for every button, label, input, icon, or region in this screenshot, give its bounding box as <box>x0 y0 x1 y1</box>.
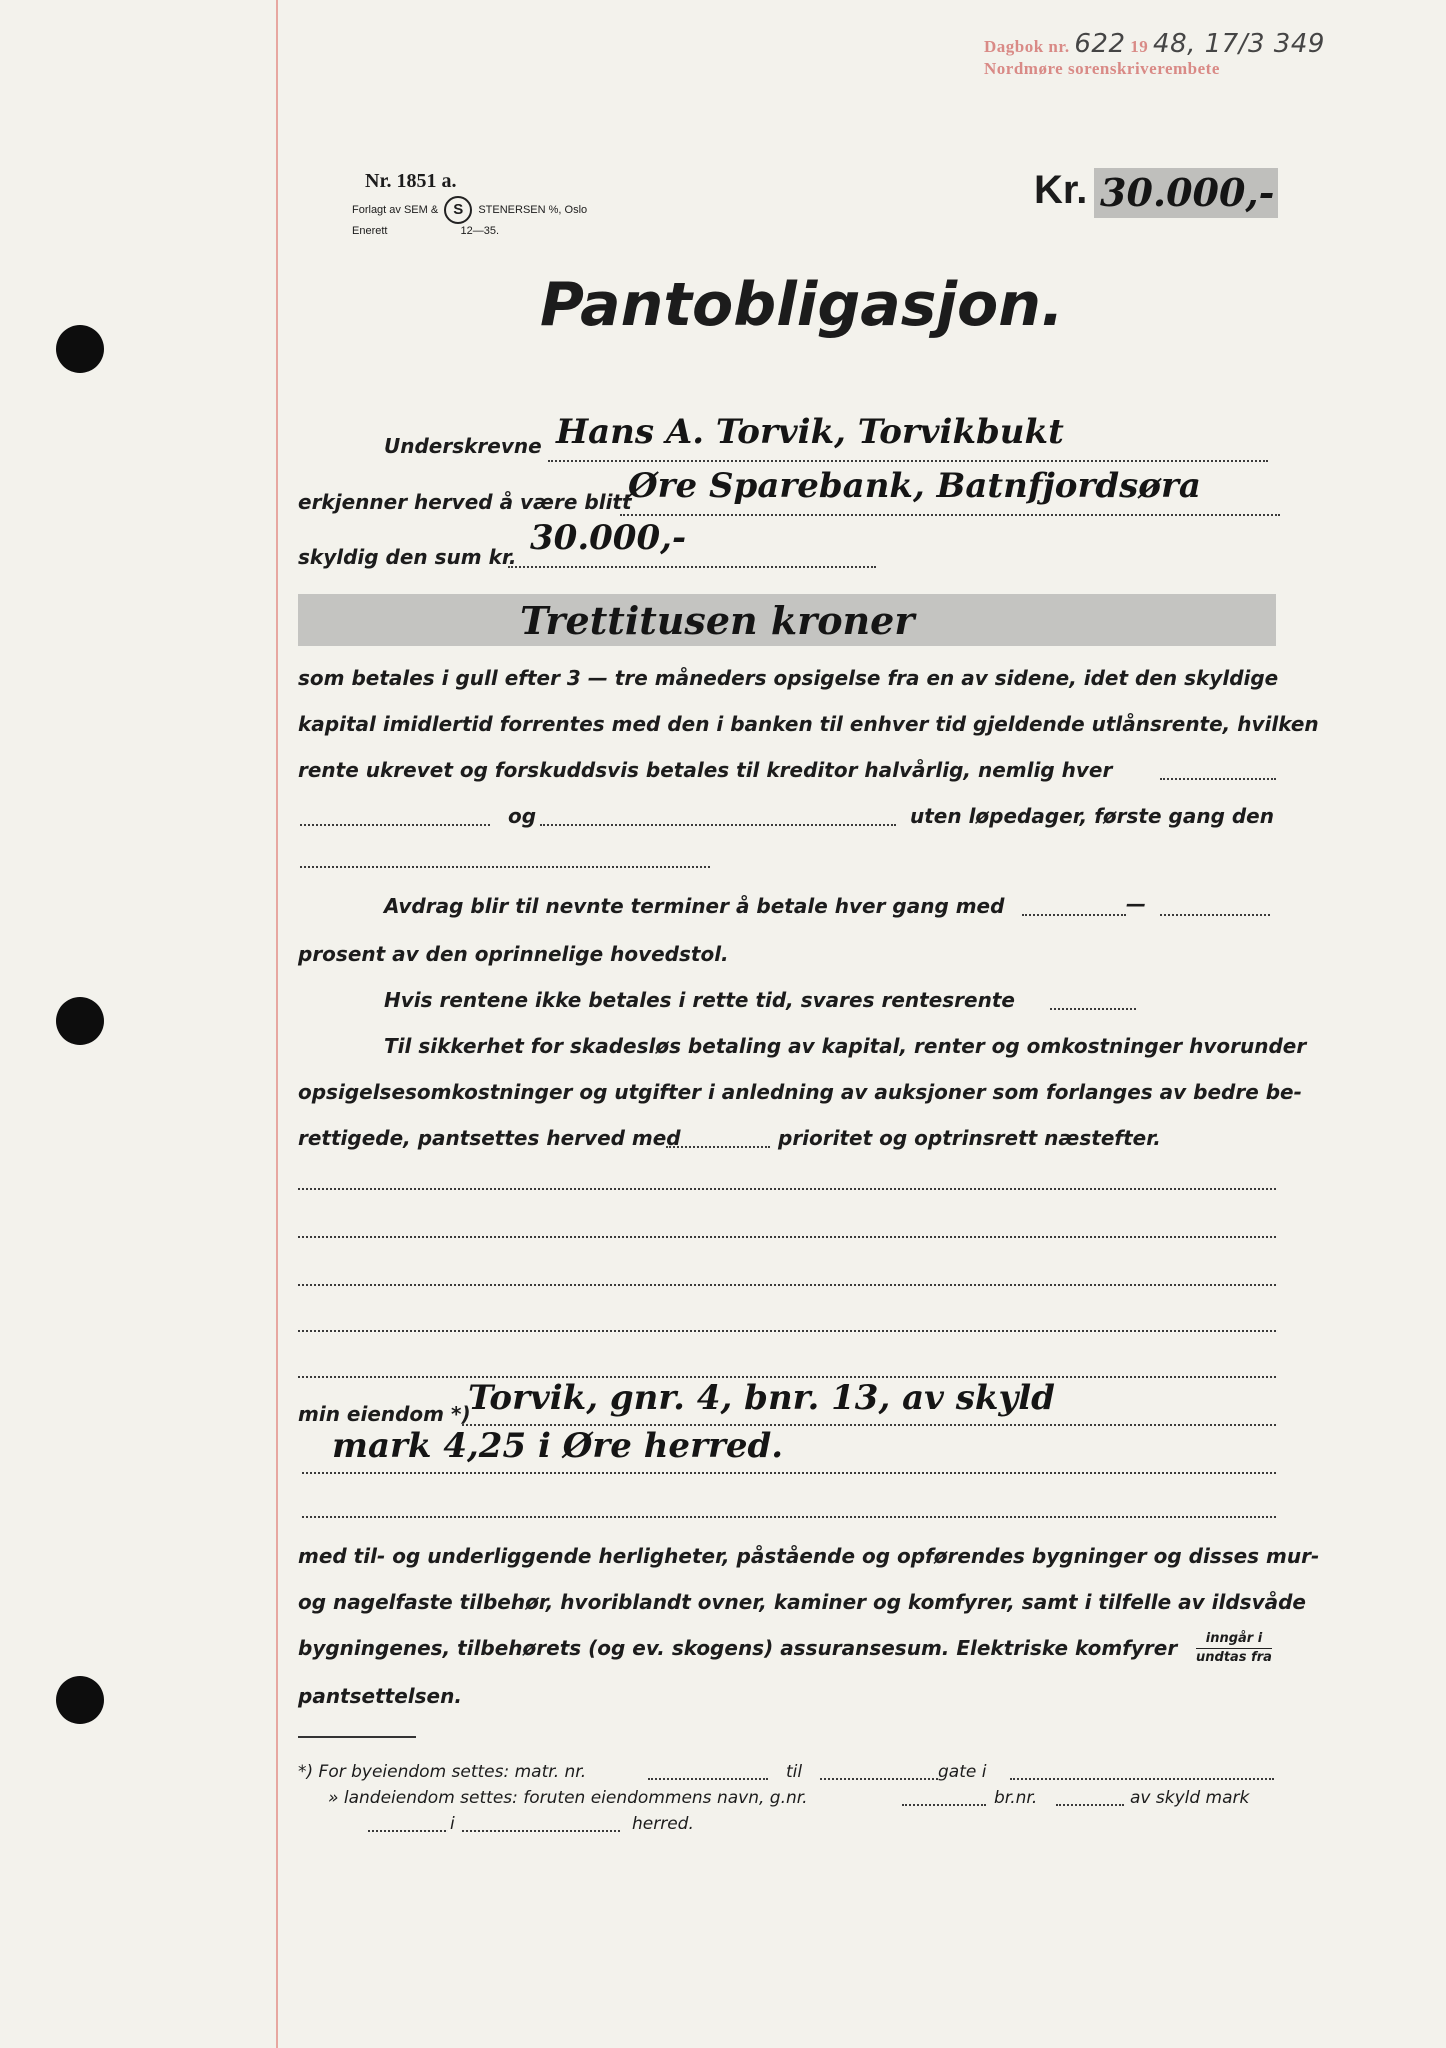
body-line: opsigelsesomkostninger og utgifter i anledning av auksjoner som forlanges av bedre be- <box>298 1080 1302 1104</box>
body-line-end: uten løpedager, første gang den <box>910 804 1274 828</box>
blank-line <box>298 1330 1276 1332</box>
footnote-text: gate i <box>938 1762 987 1782</box>
body-line: med til- og underliggende herligheter, påstående og opførendes bygninger og disses mur- <box>298 1544 1320 1568</box>
publisher-date: 12—35. <box>460 225 500 237</box>
property-label: min eiendom *) <box>298 1402 471 1426</box>
punch-hole <box>56 325 104 373</box>
amount-value: 30.000,- <box>1100 170 1275 215</box>
blank-line <box>1050 1008 1136 1010</box>
publisher-line-2: Enerett <box>352 225 388 237</box>
body-line: pantsettelsen. <box>298 1684 462 1708</box>
creditor-value: Øre Sparebank, Batnfjordsøra <box>628 466 1201 506</box>
blank-line <box>298 1188 1276 1190</box>
publisher-imprint <box>352 196 587 238</box>
publisher-logo: S <box>444 196 472 224</box>
body-line: rente ukrevet og forskuddsvis betales til kreditor halvårlig, nemlig hver <box>298 758 1113 782</box>
registry-stamp <box>984 29 1325 79</box>
footnote-blank <box>368 1830 446 1832</box>
footnote-text: » landeiendom settes: foruten eiendommens navn, g.nr. <box>328 1788 808 1808</box>
document-title: Pantobligasjon. <box>540 270 1064 340</box>
stamp-year-folio: 48, 17/3 349 <box>1153 29 1325 59</box>
body-og: og <box>508 804 537 828</box>
inngar-option: inngår i <box>1196 1630 1272 1649</box>
punch-hole <box>56 1676 104 1724</box>
body-line: prosent av den oprinnelige hovedstol. <box>298 942 729 966</box>
stamp-year-prefix: 19 <box>1130 37 1149 56</box>
sum-in-words: Trettitusen kroner <box>520 598 915 643</box>
blank-line <box>1160 914 1270 916</box>
punch-hole <box>56 997 104 1045</box>
owing-label: skyldig den sum kr. <box>298 545 517 569</box>
footnote-text: herred. <box>632 1814 694 1834</box>
form-number: Nr. 1851 a. <box>365 170 457 192</box>
stamp-dagbok-number: 622 <box>1074 29 1126 59</box>
blank-line <box>300 866 710 868</box>
footnote-text: av skyld mark <box>1130 1788 1250 1808</box>
body-dash: — <box>1126 892 1146 916</box>
stamp-office: Nordmøre sorenskriverembete <box>984 59 1220 78</box>
undersigned-field-line <box>548 460 1268 462</box>
blank-line <box>540 824 896 826</box>
blank-line <box>300 824 490 826</box>
publisher-line-1b: STENERSEN %, Oslo <box>478 203 588 216</box>
footnote-text: i <box>450 1814 455 1834</box>
footnote-text: *) For byeiendom settes: matr. nr. <box>298 1762 587 1782</box>
creditor-field-line <box>620 514 1280 516</box>
amount-kr-label: Kr. <box>1034 168 1088 212</box>
body-line: Hvis rentene ikke betales i rette tid, svares rentesrente <box>384 988 1015 1012</box>
body-line: og nagelfaste tilbehør, hvoriblandt ovner, kaminer og komfyrer, samt i tilfelle av ildsvåde <box>298 1590 1306 1614</box>
blank-line <box>1022 914 1126 916</box>
stamp-dagbok-label: Dagbok nr. <box>984 37 1070 56</box>
body-line: kapital imidlertid forrentes med den i banken til enhver tid gjeldende utlånsrente, hvilken <box>298 712 1319 736</box>
blank-line <box>666 1146 770 1148</box>
footnote-blank <box>648 1778 768 1780</box>
undtas-option: undtas fra <box>1196 1650 1272 1665</box>
property-value-2: mark 4,25 i Øre herred. <box>332 1426 784 1466</box>
sum-field-line <box>508 566 876 568</box>
blank-line <box>298 1236 1276 1238</box>
footnote-blank <box>902 1804 986 1806</box>
red-margin-rule <box>276 0 278 2048</box>
blank-line <box>1160 778 1276 780</box>
body-line: prioritet og optrinsrett næstefter. <box>778 1126 1161 1150</box>
blank-line <box>302 1516 1276 1518</box>
publisher-line-1: Forlagt av SEM & <box>352 203 439 216</box>
footnote-blank <box>820 1778 938 1780</box>
footnote-text: til <box>786 1762 803 1782</box>
inngar-undtas-choice <box>1196 1630 1272 1667</box>
footnote-blank <box>1056 1804 1124 1806</box>
footnote-text: br.nr. <box>994 1788 1038 1808</box>
undersigned-value: Hans A. Torvik, Torvikbukt <box>556 412 1064 452</box>
body-line: Avdrag blir til nevnte terminer å betale hver gang med <box>384 894 1005 918</box>
sum-value: 30.000,- <box>530 518 687 558</box>
footnote-blank <box>462 1830 620 1832</box>
property-field-line <box>302 1472 1276 1474</box>
property-value-1: Torvik, gnr. 4, bnr. 13, av skyld <box>468 1378 1055 1418</box>
body-line: rettigede, pantsettes herved med <box>298 1126 681 1150</box>
footnote-blank <box>1010 1778 1274 1780</box>
body-line: bygningenes, tilbehørets (og ev. skogens) assuransesum. Elektriske komfyrer <box>298 1636 1178 1660</box>
blank-line <box>298 1284 1276 1286</box>
body-line: Til sikkerhet for skadesløs betaling av kapital, renter og omkostninger hvorunder <box>384 1034 1307 1058</box>
undersigned-label: Underskrevne <box>384 434 542 458</box>
body-line: som betales i gull efter 3 — tre måneders opsigelse fra en av sidene, idet den skyldige <box>298 666 1279 690</box>
acknowledge-label: erkjenner herved å være blitt <box>298 490 632 514</box>
footnote-rule <box>298 1736 416 1738</box>
